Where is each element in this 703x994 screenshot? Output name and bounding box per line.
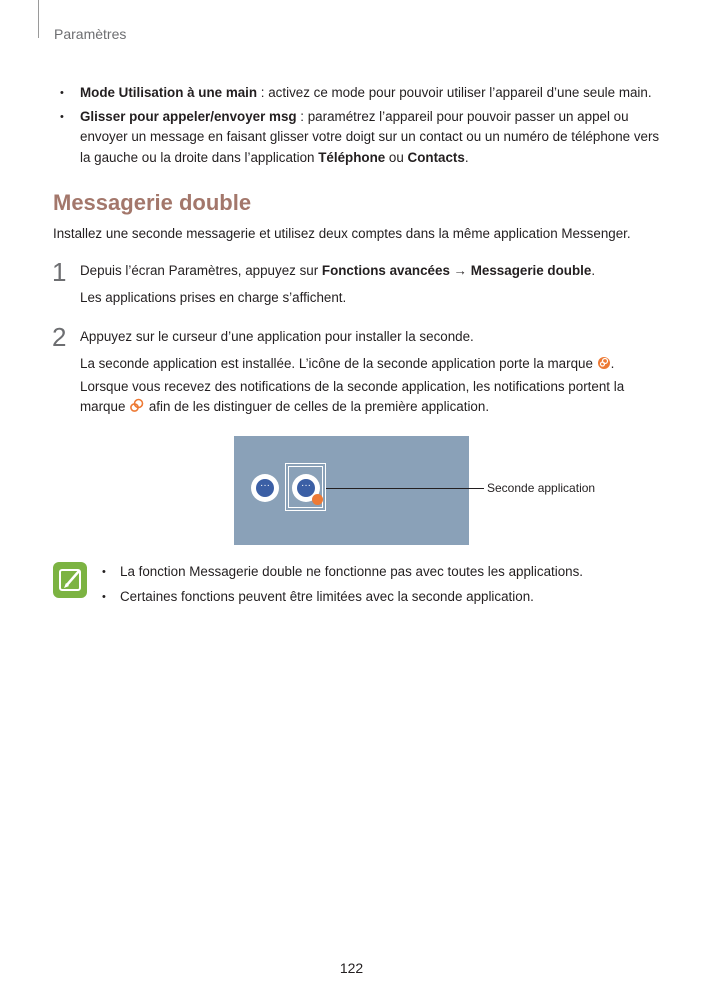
bullet-dot: •	[102, 590, 106, 603]
menu-path-advanced: Fonctions avancées	[321, 263, 450, 278]
subtext-line: marque	[80, 399, 126, 414]
note-text: La fonction Messagerie double ne fonctionne pas avec toutes les applications.	[120, 564, 584, 579]
subtext-line: La seconde application est installée. L’icône de la seconde application porte la marque	[80, 356, 593, 371]
arrow: →	[449, 263, 471, 278]
sentence-end: .	[591, 263, 596, 278]
step-1-text	[80, 261, 640, 282]
sentence-end: .	[610, 356, 615, 371]
section-title: Messagerie double	[53, 190, 252, 215]
list-item	[58, 107, 668, 169]
bullet-dot: •	[60, 110, 64, 123]
step-2-text: Appuyez sur le curseur d’une application pour installer la seconde.	[80, 329, 474, 344]
page-number: 122	[339, 960, 364, 976]
step-text-pre: Depuis l’écran Paramètres, appuyez sur	[80, 263, 322, 278]
list-item	[100, 562, 583, 583]
callout-label: Seconde application	[487, 481, 596, 495]
dual-badge-icon	[312, 494, 323, 505]
list-item	[58, 83, 668, 104]
chat-bubble-icon: ···	[256, 479, 274, 497]
note-text: Certaines fonctions peuvent être limitées avec la seconde application.	[120, 588, 534, 604]
step-number: 2	[52, 322, 67, 352]
bullet-text: : paramétrez l’appareil pour pouvoir passer un appel ou envoyer un message en faisant glisser votre doigt sur un contact ou un numéro de téléphone vers la gauche ou la droite dans l’application	[80, 108, 660, 165]
callout-line	[326, 488, 484, 489]
step-2-subtext	[80, 354, 660, 420]
note-icon	[53, 562, 87, 598]
subtext-line: Lorsque vous recevez des notifications de la seconde application, les notifications portent la	[80, 378, 625, 394]
dual-badge-icon	[597, 354, 611, 377]
menu-path-dual-messenger: Messagerie double	[470, 263, 592, 278]
corner-rule	[38, 0, 39, 38]
list-item	[100, 587, 583, 608]
step-1-subtext: Les applications prises en charge s’affichent.	[80, 290, 347, 305]
conjunction: ou	[385, 149, 408, 165]
dual-messenger-figure	[234, 436, 469, 545]
bullet-dot: •	[60, 87, 64, 99]
step-number: 1	[52, 257, 67, 287]
settings-bullet-list	[58, 83, 668, 171]
bullet-term: Glisser pour appeler/envoyer msg	[80, 108, 297, 124]
bullet-term: Mode Utilisation à une main	[80, 85, 258, 100]
subtext-line: afin de les distinguer de celles de la première application.	[145, 399, 490, 414]
dual-outline-icon	[129, 397, 145, 420]
messenger-app-icon	[251, 474, 279, 502]
bullet-dot: •	[102, 566, 106, 578]
app-name-contacts: Contacts	[407, 149, 465, 165]
section-intro: Installez une seconde messagerie et utilisez deux comptes dans la même application Messenger.	[53, 226, 631, 241]
sentence-end: .	[464, 149, 469, 165]
chat-bubble-icon: ···	[297, 479, 315, 497]
second-messenger-app-icon	[292, 474, 320, 502]
running-header: Paramètres	[54, 26, 127, 42]
bullet-text: : activez ce mode pour pouvoir utiliser l’appareil d’une seule main.	[257, 85, 652, 100]
note-list	[100, 562, 583, 611]
app-name-phone: Téléphone	[318, 149, 386, 165]
